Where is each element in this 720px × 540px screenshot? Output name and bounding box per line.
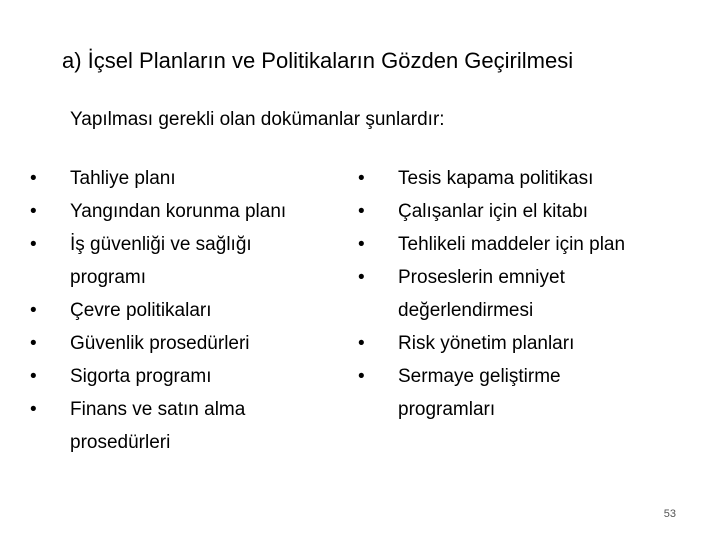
list-item — [358, 360, 703, 426]
list-item-text: Risk yönetim planları — [398, 333, 575, 354]
list-item — [30, 393, 340, 459]
list-item-text: İş güvenliği ve sağlığı — [70, 234, 252, 255]
bullet-icon: • — [358, 366, 365, 387]
list-item — [30, 195, 340, 228]
list-item — [30, 162, 340, 195]
slide-title: a) İçsel Planların ve Politikaların Gözden Geçirilmesi — [62, 48, 574, 73]
list-item-text: Güvenlik prosedürleri — [70, 333, 250, 354]
list-item-text: Finans ve satın alma — [70, 399, 246, 420]
bullet-icon: • — [30, 300, 37, 321]
bullet-icon: • — [358, 201, 365, 222]
list-item — [30, 360, 340, 393]
list-item-text-continued: programı — [70, 267, 147, 288]
bullet-icon: • — [358, 234, 365, 255]
list-item — [30, 228, 340, 294]
bullet-icon: • — [30, 168, 37, 189]
list-item-text-continued: değerlendirmesi — [398, 300, 534, 321]
bullet-icon: • — [358, 267, 365, 288]
intro-text: Yapılması gerekli olan dokümanlar şunlardır: — [70, 109, 445, 130]
list-item-text: Tahliye planı — [70, 168, 176, 189]
list-item-text: Sigorta programı — [70, 366, 212, 387]
list-item-text: Çalışanlar için el kitabı — [398, 201, 589, 222]
bullet-icon: • — [30, 201, 37, 222]
page-number: 53 — [663, 508, 676, 520]
list-item — [358, 327, 703, 360]
bullet-icon: • — [30, 366, 37, 387]
list-item — [358, 261, 703, 327]
list-item-text-continued: programları — [398, 399, 496, 420]
list-item-text: Tesis kapama politikası — [398, 168, 594, 189]
list-item — [358, 195, 703, 228]
list-item-text: Proseslerin emniyet — [398, 267, 565, 288]
bullet-icon: • — [30, 399, 37, 420]
list-item-text: Yangından korunma planı — [70, 201, 287, 222]
list-item — [358, 228, 703, 261]
list-item — [358, 162, 703, 195]
left-bullet-list — [30, 162, 340, 459]
bullet-icon: • — [358, 168, 365, 189]
bullet-icon: • — [358, 333, 365, 354]
right-bullet-list — [358, 162, 703, 426]
bullet-icon: • — [30, 333, 37, 354]
list-item-text: Tehlikeli maddeler için plan — [398, 234, 626, 255]
list-item — [30, 327, 340, 360]
list-item-text: Sermaye geliştirme — [398, 366, 561, 387]
list-item-text-continued: prosedürleri — [70, 432, 171, 453]
list-item-text: Çevre politikaları — [70, 300, 212, 321]
bullet-icon: • — [30, 234, 37, 255]
list-item — [30, 294, 340, 327]
